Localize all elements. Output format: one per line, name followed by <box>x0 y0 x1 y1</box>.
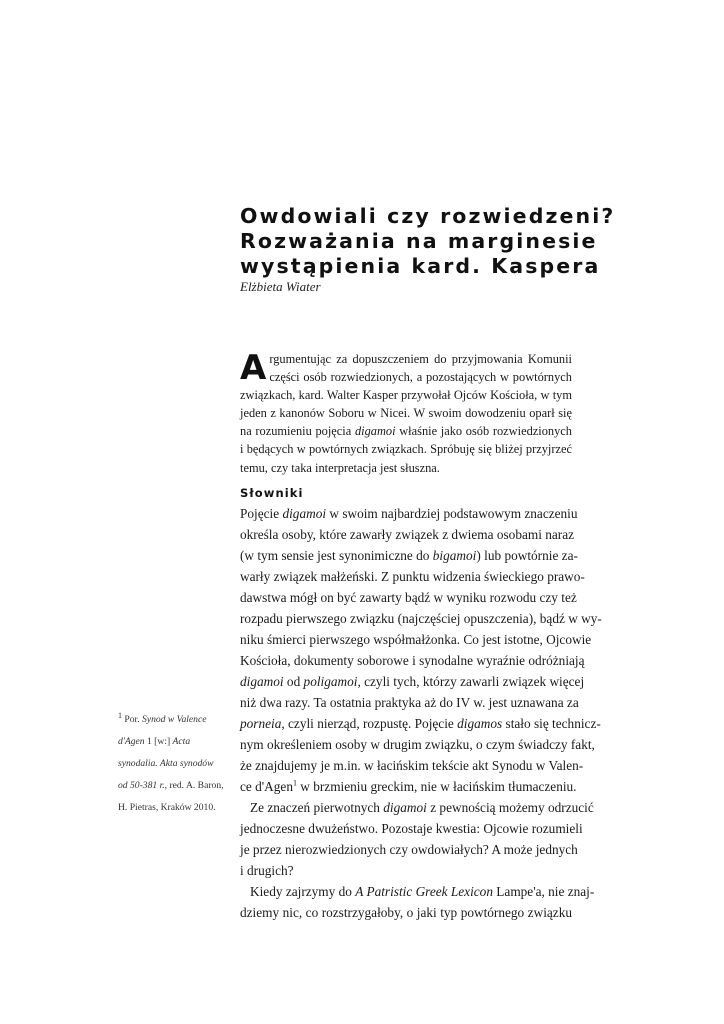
italic-term: porneia <box>240 716 282 731</box>
text-run: Lampe'a, nie znaj- <box>492 884 595 899</box>
section-slowniki <box>240 486 602 923</box>
text-run: w swoim najbardziej podstawowym znaczeniu <box>326 506 578 521</box>
text-run: dawstwa mógł on być zawarty bądź w wyniku rozwodu czy też <box>240 590 577 605</box>
section-heading: Słowniki <box>240 486 304 500</box>
article-title-line-1: Owdowiali czy rozwiedzeni? <box>240 204 616 228</box>
text-run: je przez nierozwiedzionych czy owdowiałych? A może jednych <box>240 842 578 857</box>
footnote-ref: 1 <box>292 778 297 788</box>
author-name: Elżbieta Wiater <box>240 279 321 294</box>
footnote <box>118 709 228 819</box>
body-line <box>240 902 572 923</box>
footnote-italic: Acta <box>172 736 191 747</box>
italic-term: A Patristic Greek Lexicon <box>355 884 493 899</box>
section-body <box>240 503 602 923</box>
body-line <box>240 650 585 671</box>
article-title-line-3: wystąpienia kard. Kaspera <box>240 254 601 278</box>
body-line <box>240 545 578 566</box>
body-line <box>240 734 595 755</box>
text-run: od <box>283 674 304 689</box>
footnote-italic: synodalia. Akta synodów <box>118 758 214 769</box>
article-header <box>240 204 680 295</box>
footnote-text: H. Pietras, Kraków 2010. <box>118 802 216 813</box>
text-run: określa osoby, które zawarły związek z dwiema osobami naraz <box>240 527 575 542</box>
text-run: Pojęcie <box>240 506 283 521</box>
footnote-line <box>118 731 228 753</box>
body-line <box>240 860 572 881</box>
footnote-italic: od 50-381 r. <box>118 780 165 791</box>
text-run: dziemy nic, co rozstrzygałoby, o jaki typ powtórnego związku <box>240 905 572 920</box>
body-line <box>240 503 578 524</box>
italic-term: digamoi <box>240 674 284 689</box>
text-run: niż dwa razy. Ta ostatnia praktyka aż do IV w. jest uznawana za <box>240 695 579 710</box>
italic-term: digamos <box>457 716 503 731</box>
body-line <box>240 587 577 608</box>
abstract-term: digamoi <box>354 424 396 439</box>
text-run: i drugich? <box>240 863 294 878</box>
footnote-line <box>118 775 228 797</box>
footnote-text: Por. <box>124 714 143 725</box>
drop-cap: A <box>240 348 267 388</box>
body-line <box>240 524 575 545</box>
text-run: rozpadu pierwszego związku (najczęściej opuszczenia), bądź w wy- <box>240 611 602 626</box>
footnote-line <box>118 797 228 819</box>
footnote-text: 1 [w:] <box>144 736 173 747</box>
text-run: że znajdujemy je m.in. w łacińskim tekście akt Synodu w Valen- <box>240 758 584 773</box>
italic-term: bigamoi <box>432 548 477 563</box>
body-line <box>240 881 595 902</box>
text-run: , czyli tych, którzy zawarli związek więcej <box>357 674 585 689</box>
footnote-number: 1 <box>118 710 122 720</box>
text-run: Kiedy zajrzymy do <box>250 884 356 899</box>
footnote-text: , red. A. Baron, <box>164 780 224 791</box>
abstract-text-end: właśnie jako osób rozwiedzionych i będących w powtórnych związkach. Spróbuję się bliżej przyjrzeć temu, czy taka interpretacja jest słuszna. <box>240 424 572 475</box>
body-line <box>240 797 594 818</box>
body-line <box>240 608 602 629</box>
text-run: Ze znaczeń pierwotnych <box>250 800 384 815</box>
italic-term: poligamoi <box>303 674 358 689</box>
italic-term: digamoi <box>383 800 427 815</box>
text-run: niku śmierci pierwszego współmałżonka. Co jest istotne, Ojcowie <box>240 632 592 647</box>
abstract-text: rgumentując za dopuszczeniem do przyjmowania Komunii części osób rozwiedzionych, a pozostających w powtórnych związkach, kard. Walter Kasper przywołał Ojców Kościoła, w tym jeden z kanonów Soboru w Nicei. W swoim dowodzeniu oparł się na rozumieniu pojęcia <box>240 352 572 439</box>
article-title-line-2: Rozważania na marginesie <box>240 229 598 253</box>
body-line <box>240 755 584 776</box>
body-line <box>240 839 578 860</box>
body-line <box>240 692 579 713</box>
footnote-italic: Synod w Valence <box>142 714 207 725</box>
italic-term: digamoi <box>282 506 327 521</box>
text-run: w brzmieniu greckim, nie w łacińskim tłumaczeniu. <box>296 779 577 794</box>
text-run: ) lub powtórnie za- <box>476 548 578 563</box>
text-run: warły związek małżeński. Z punktu widzenia świeckiego prawo- <box>240 569 585 584</box>
text-run: stało się technicz- <box>502 716 601 731</box>
footnote-italic: d'Agen <box>118 736 145 747</box>
body-line <box>240 566 585 587</box>
text-run: Kościoła, dokumenty soborowe i synodalne wyraźnie odróżniają <box>240 653 585 668</box>
footnote-body <box>118 709 228 819</box>
body-line <box>240 776 577 797</box>
body-line <box>240 713 601 734</box>
body-line <box>240 671 585 692</box>
body-line <box>240 629 592 650</box>
text-run: jednoczesne dwużeństwo. Pozostaje kwestia: Ojcowie rozumieli <box>240 821 583 836</box>
text-run: (w tym sensie jest synonimiczne do <box>240 548 433 563</box>
body-line <box>240 818 583 839</box>
footnote-line <box>118 753 228 775</box>
text-run: , czyli nierząd, rozpustę. Pojęcie <box>281 716 458 731</box>
footnote-line <box>118 709 228 731</box>
text-run: z pewnością możemy odrzucić <box>426 800 594 815</box>
text-run: ce d'Agen <box>240 779 293 794</box>
text-run: nym określeniem osoby w drugim związku, o czym świadczy fakt, <box>240 737 595 752</box>
abstract <box>240 350 572 477</box>
